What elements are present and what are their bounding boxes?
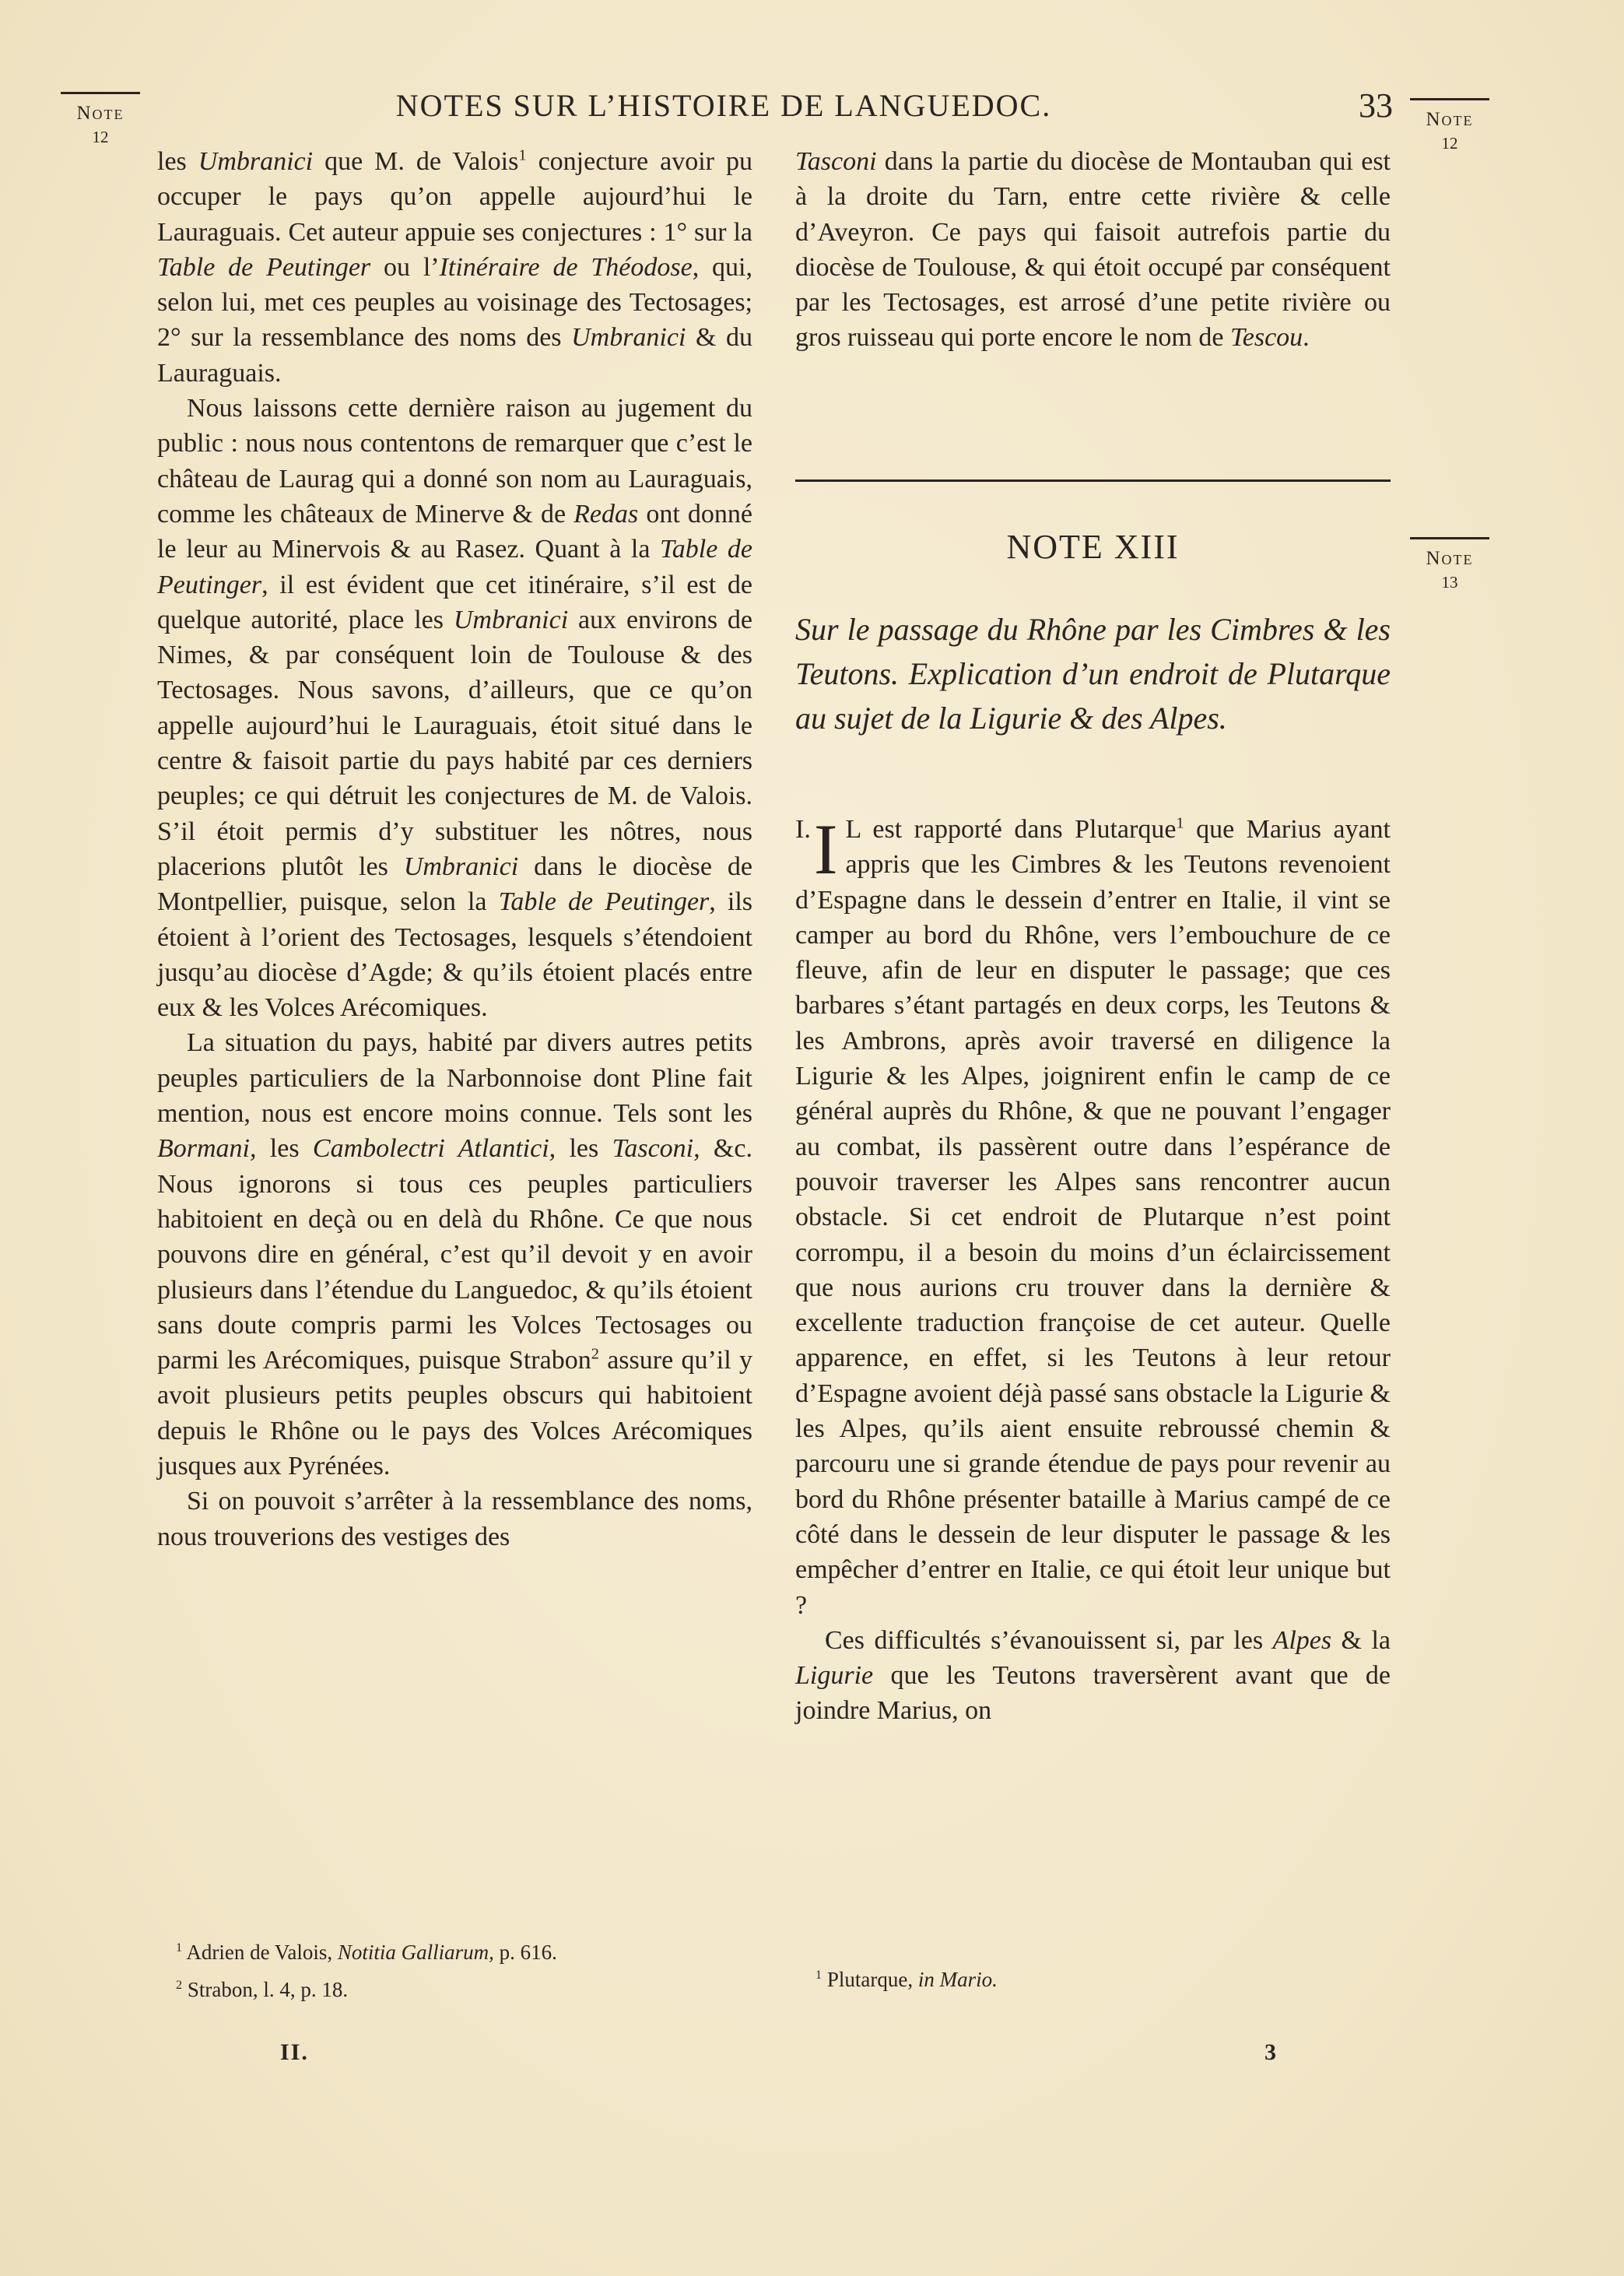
running-header: NOTES SUR L’HISTOIRE DE LANGUEDOC.	[395, 88, 1052, 123]
margin-note-rule	[1410, 537, 1489, 539]
footnote-ref: 1	[518, 146, 527, 164]
right-column-main	[795, 812, 1391, 1729]
footnote: $^1$ Adrien de Valois, Notitia Galliarum, p. 616.	[176, 1941, 557, 1964]
section-subtitle: Sur le passage du Rhône par les Cimbres & les Teutons. Explication d’un endroit de Plutarque au sujet de la Ligurie & des Alpes.	[795, 612, 1391, 736]
folio-mark: 3	[1264, 2039, 1276, 2065]
footnote-ref: 2	[591, 1345, 599, 1363]
paragraph: La situation du pays, habité par divers autres petits peuples particuliers de la Narbonnoise dont Pline fait mention, nous est encore moins connue. Tels sont les Bormani, les Cambolectri Atlantici, les Tasconi, &c. Nous ignorons si tous ces peuples particuliers habitoient en deçà ou en delà du Rhône. Ce que nous pouvons dire en général, c’est qu’il devoit y en avoir plusieurs dans l’étendue du Languedoc, & qu’ils étoient sans doute compris parmi les Volces Tectosages ou parmi les Arécomiques, puisque Strabon$^2$ assure qu’il y avoit plusieurs petits peuples obscurs qui habitoient depuis le Rhône ou le pays des Volces Arécomiques jusques aux Pyrénées.	[157, 1028, 753, 1480]
footnote-ref: 1	[1176, 814, 1184, 832]
margin-note-rule	[61, 92, 140, 94]
margin-note-label: Note	[1426, 548, 1474, 569]
paragraph: I. I L est rapporté dans Plutarque$^1$ que Marius ayant appris que les Cimbres & les Teutons revenoient d’Espagne dans le dessein d’entrer en Italie, il vint se camper au bord du Rhône, vers l’embouchure de ce fleuve, afin de leur en disputer le passage; que ces barbares s’étant partagés en deux corps, les Teutons & les Ambrons, après avoir traversé en diligence la Ligurie & les Alpes, joignirent enfin le camp de ce général auprès du Rhône, & que ne pouvant l’engager au combat, ils passèrent outre dans l’espérance de pouvoir traverser les Alpes sans rencontrer aucun obstacle. Si cet endroit de Plutarque n’est point corrompu, il a besoin du moins d’un éclaircissement que nous aurions cru trouver dans la dernière & excellente traduction françoise de cet auteur. Quelle apparence, en effet, si les Teutons à leur retour d’Espagne avoient déjà passé sans obstacle la Ligurie & les Alpes, qu’ils aient ensuite rebroussé chemin & parcouru une si grande étendue de pays pour revenir au bord du Rhône présenter bataille à Marius campé de ce côté dans le dessein de leur disputer le passage & les empêcher d’entrer en Italie, ce qui étoit leur unique but ?	[795, 810, 1391, 1620]
margin-note-number: 13	[1441, 573, 1458, 592]
paragraph: Nous laissons cette dernière raison au jugement du public : nous nous contentons de remarquer que c’est le château de Laurag qui a donné son nom au Lauraguais, comme les châteaux de Minerve & de Redas ont donné le leur au Minervois & au Rasez. Quant à la Table de Peutinger, il est évident que cet itinéraire, s’il est de quelque autorité, place les Umbranici aux environs de Nimes, & par conséquent loin de Toulouse & des Tectosages. Nous savons, d’ailleurs, que ce qu’on appelle aujourd’hui le Lauraguais, étoit situé dans le centre & faisoit partie du pays habité par ces derniers peuples; ce qui détruit les conjectures de M. de Valois. S’il étoit permis d’y substituer les nôtres, nous placerions plutôt les Umbranici dans le diocèse de Montpellier, puisque, selon la Table de Peutinger, ils étoient à l’orient des Tectosages, lesquels s’étendoient jusqu’au diocèse d’Agde; & qu’ils étoient placés entre eux & les Volces Arécomiques.	[157, 394, 753, 1023]
page-number: 33	[1359, 86, 1393, 125]
paragraph: Ces difficultés s’évanouissent si, par les Alpes & la Ligurie que les Teutons traversèrent avant que de joindre Marius, on	[795, 1625, 1391, 1726]
paragraph: les Umbranici que M. de Valois$^1$ conjecture avoir pu occuper le pays qu’on appelle aujourd’hui le Lauraguais. Cet auteur appuie ses conjectures : 1° sur la Table de Peutinger ou l’Itinéraire de Théodose, qui, selon lui, met ces peuples au voisinage des Tectosages; 2° sur la ressemblance des noms des Umbranici & du Lauraguais.	[157, 146, 752, 388]
right-column-continuation	[795, 144, 1391, 356]
paragraph: Si on pouvoit s’arrêter à la ressemblance des noms, nous trouverions des vestiges des	[157, 1487, 752, 1551]
margin-note-number: 12	[1441, 134, 1458, 153]
section-divider	[795, 479, 1391, 482]
paragraph: Tasconi dans la partie du diocèse de Montauban qui est à la droite du Tarn, entre cette rivière & celle d’Aveyron. Ce pays qui faisoit autrefois partie du diocèse de Toulouse, & qui étoit occupé par conséquent par les Tectosages, est arrosé d’une petite rivière ou gros ruisseau qui porte encore le nom de Tescou.	[795, 147, 1391, 353]
margin-note-number: 12	[92, 128, 109, 146]
section-heading: NOTE XIII	[1006, 528, 1180, 566]
margin-note-left	[58, 92, 143, 147]
margin-note-rule	[1410, 98, 1489, 100]
margin-note-label: Note	[1426, 109, 1474, 130]
footnote: $^2$ Strabon, l. 4, p. 18.	[176, 1978, 349, 2001]
footnotes-left	[176, 1937, 752, 2011]
footnotes-right	[816, 1964, 1391, 2001]
left-column	[157, 144, 752, 1554]
signature-mark: II.	[280, 2039, 309, 2065]
margin-note-label: Note	[76, 103, 125, 124]
margin-note-right-top	[1407, 98, 1492, 153]
footnote: $^1$ Plutarque, in Mario.	[816, 1968, 998, 1991]
margin-note-right-section	[1407, 537, 1492, 592]
section-numeral: I.	[795, 815, 811, 844]
drop-cap: I	[813, 810, 838, 889]
